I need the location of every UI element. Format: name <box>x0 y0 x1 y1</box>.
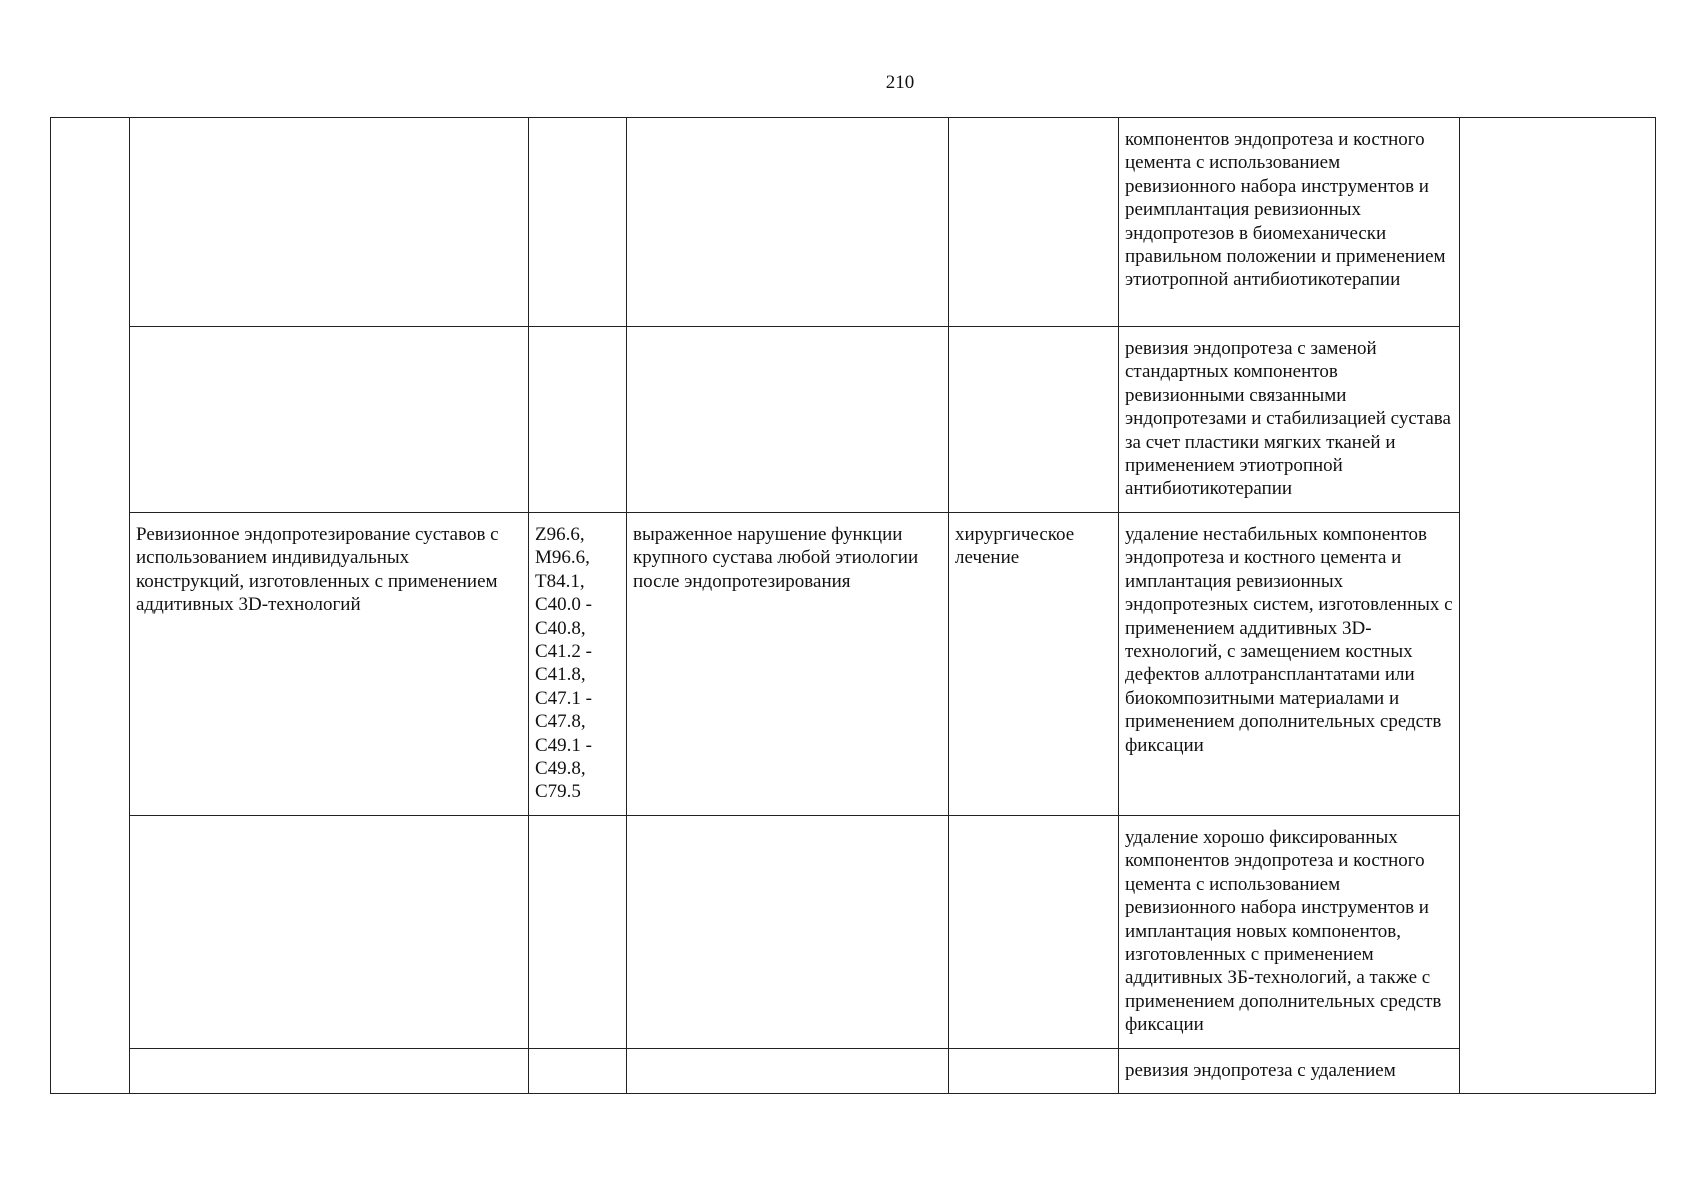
page-number: 210 <box>885 72 915 93</box>
condition-cell <box>627 327 949 513</box>
condition-cell <box>627 816 949 1049</box>
name-cell <box>130 327 529 513</box>
name-cell: Ревизионное эндопротезирование суставов с использованием индивидуальных конструкций, изготовленных с применением аддитивных 3D-технологий <box>130 513 529 816</box>
index-cell <box>51 118 130 1094</box>
condition-cell <box>627 1049 949 1094</box>
table-row <box>51 816 1656 1049</box>
name-cell <box>130 816 529 1049</box>
treatment-type-cell <box>949 1049 1119 1094</box>
norm-cell <box>1460 118 1656 1094</box>
treatment-type-cell: хирургическое лечение <box>949 513 1119 816</box>
method-cell: ревизия эндопротеза с удалением <box>1119 1049 1460 1094</box>
table-row <box>51 118 1656 327</box>
condition-cell <box>627 118 949 327</box>
codes-cell: Z96.6, M96.6, T84.1, C40.0 - C40.8, C41.2 - C41.8, C47.1 - C47.8, C49.1 - C49.8, C79.5 <box>529 513 627 816</box>
codes-cell <box>529 1049 627 1094</box>
method-cell: удаление нестабильных компонентов эндопротеза и костного цемента и имплантация ревизионных эндопротезных систем, изготовленных с применением аддитивных 3D-технологий, с замещением костных дефектов аллотрансплантатами или биокомпозитными материалами и применением дополнительных средств фиксации <box>1119 513 1460 816</box>
services-table <box>50 117 1656 1094</box>
method-cell: компонентов эндопротеза и костного цемента с использованием ревизионного набора инструментов и реимплантация ревизионных эндопротезов в биомеханически правильном положении и применением этиотропной антибиотикотерапии <box>1119 118 1460 327</box>
treatment-type-cell <box>949 118 1119 327</box>
table-row <box>51 327 1656 513</box>
treatment-type-cell <box>949 327 1119 513</box>
codes-cell <box>529 327 627 513</box>
method-cell: ревизия эндопротеза с заменой стандартных компонентов ревизионными связанными эндопротезами и стабилизацией сустава за счет пластики мягких тканей и применением этиотропной антибиотикотерапии <box>1119 327 1460 513</box>
codes-cell <box>529 118 627 327</box>
codes-cell <box>529 816 627 1049</box>
condition-cell: выраженное нарушение функции крупного сустава любой этиологии после эндопротезирования <box>627 513 949 816</box>
table-row <box>51 513 1656 816</box>
name-cell <box>130 118 529 327</box>
method-cell: удаление хорошо фиксированных компонентов эндопротеза и костного цемента с использованием ревизионного набора инструментов и имплантация новых компонентов, изготовленных с применением аддитивных ЗБ-технологий, а также с применением дополнительных средств фиксации <box>1119 816 1460 1049</box>
treatment-type-cell <box>949 816 1119 1049</box>
table-row <box>51 1049 1656 1094</box>
name-cell <box>130 1049 529 1094</box>
